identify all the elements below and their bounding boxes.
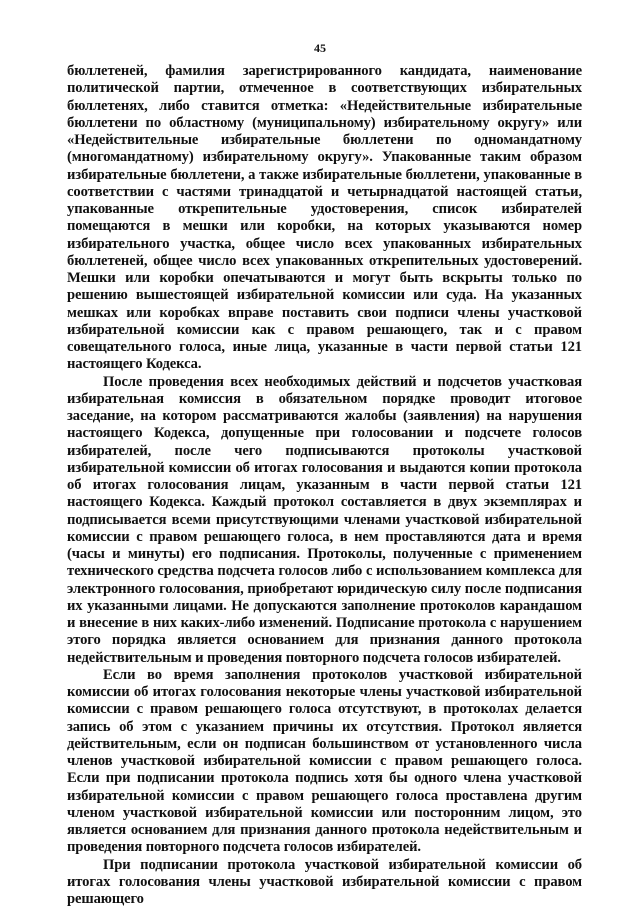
paragraph-continuation: бюллетеней, фамилия зарегистрированного кандидата, наименование политической партии, отмеченное в соответствующих избирательных бюллетенях, либо ставится отметка: «Недействительные избирательные бюллетени по областному (муниципальному) избирательному округу» или «Недействительные избирательные бюллетени по одномандатному (многомандатному) избирательному округу». Упакованные таким образом избирательные бюллетени, а также избирательные бюллетени, упакованные в соответствии с частями тринадцатой и четырнадцатой настоящей статьи, упакованные открепительные удостоверения, список избирателей помещаются в мешки или коробки, на которых указываются номер избирательного участка, общее число всех упакованных избирательных бюллетеней, общее число всех упакованных открепительных удостоверений. Мешки или коробки опечатываются и могут быть вскрыты только по решению вышестоящей избирательной комиссии или суда. На указанных мешках или коробках вправе поставить свои подписи члены участковой избирательной комиссии как с правом решающего, так и с правом совещательного голоса, иные лица, указанные в части первой статьи 121 настоящего Кодекса.	[67, 63, 582, 374]
paragraph-absent-members: Если во время заполнения протоколов участковой избирательной комиссии об итогах голосования некоторые члены участковой избирательной комиссии с правом решающего голоса отсутствуют, в протоколах делается запись об этом с указанием причины их отсутствия. Протокол является действительным, если он подписан большинством от установленного числа членов участковой избирательной комиссии с правом решающего голоса. Если при подписании протокола подпись хотя бы одного члена участковой избирательной комиссии с правом решающего голоса проставлена другим членом участковой избирательной комиссии или посторонним лицом, это является основанием для признания данного протокола недействительным и проведения повторного подсчета голосов избирателей.	[67, 667, 582, 857]
page-number: 45	[0, 41, 640, 56]
paragraph-signing: При подписании протокола участковой избирательной комиссии об итогах голосования члены участковой избирательной комиссии с правом решающего	[67, 857, 582, 908]
body-text	[67, 63, 582, 908]
paragraph-final-meeting: После проведения всех необходимых действий и подсчетов участковая избирательная комиссия в обязательном порядке проводит итоговое заседание, на котором рассматриваются жалобы (заявления) на нарушения настоящего Кодекса, допущенные при голосовании и подсчете голосов избирателей, после чего подписываются протоколы участковой избирательной комиссии об итогах голосования и выдаются копии протокола об итогах голосования лицам, указанным в части первой статьи 121 настоящего Кодекса. Каждый протокол составляется в двух экземплярах и подписывается всеми присутствующими членами участковой избирательной комиссии с правом решающего голоса, в нем проставляются дата и время (часы и минуты) его подписания. Протоколы, полученные с применением технического средства подсчета голосов либо с использованием комплекса для электронного голосования, приобретают юридическую силу после подписания их указанными лицами. Не допускаются заполнение протоколов карандашом и внесение в них каких-либо изменений. Подписание протокола с нарушением этого порядка является основанием для признания данного протокола недействительным и проведения повторного подсчета голосов избирателей.	[67, 374, 582, 667]
